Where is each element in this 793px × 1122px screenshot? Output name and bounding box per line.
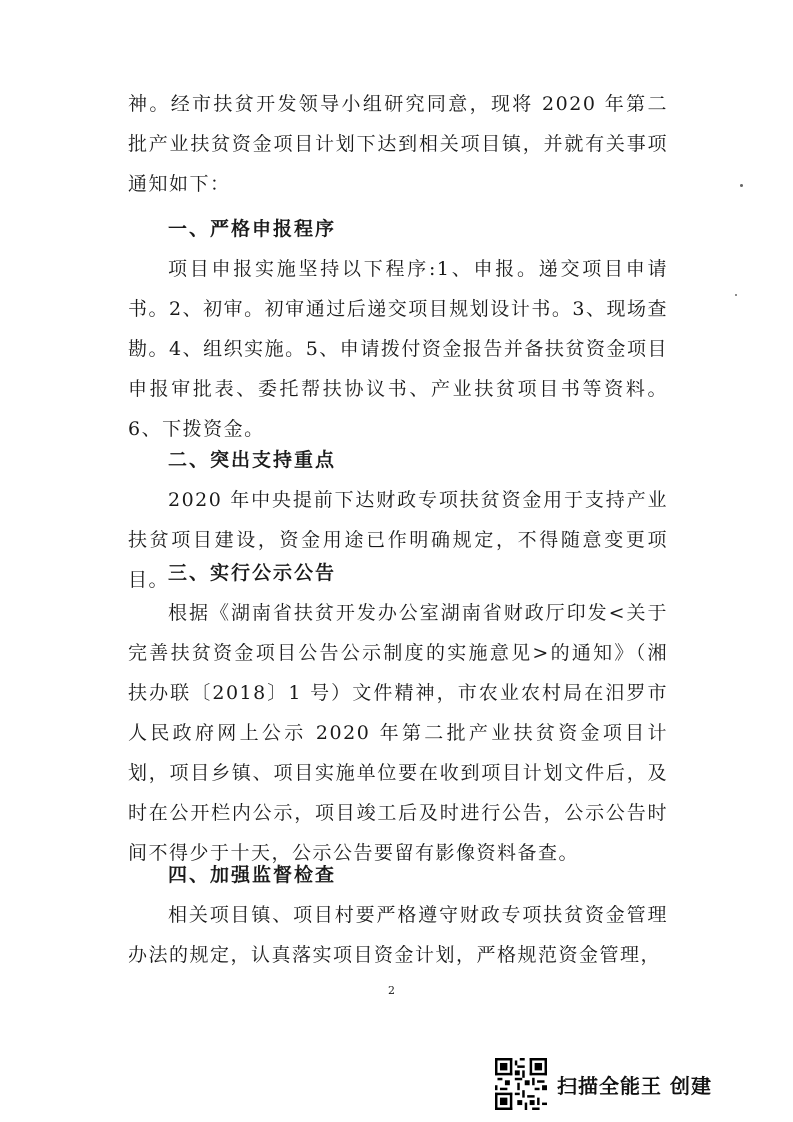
scan-speck [740,184,743,187]
section-body-2: 2020 年中央提前下达财政专项扶贫资金用于支持产业扶贫项目建设，资金用途已作明确规定，不得随意变更项目。 [128,489,668,591]
scanner-label: 扫描全能王 创建 [557,1073,712,1098]
section-heading-4: 四、加强监督检查 [168,864,337,886]
section-heading-2: 二、突出支持重点 [168,449,337,471]
scan-speck [735,294,737,296]
page-number: 2 [388,984,395,997]
qr-code-icon [495,1058,547,1110]
section-body-4: 相关项目镇、项目村要严格遵守财政专项扶贫资金管理办法的规定，认真落实项目资金计划，严格规范资金管理， [128,904,668,966]
section-heading-1: 一、严格申报程序 [168,218,337,240]
intro-paragraph: 神。经市扶贫开发领导小组研究同意，现将 2020 年第二批产业扶贫资金项目计划下达到相关项目镇，并就有关事项通知如下： [128,93,668,195]
section-body-1: 项目申报实施坚持以下程序:1、申报。递交项目申请书。2、初审。初审通过后递交项目规划设计书。3、现场查勘。4、组织实施。5、申请拨付资金报告并备扶贫资金项目申报审批表、委托帮扶协议书、产业扶贫项目书等资料。6、下拨资金。 [128,258,668,440]
section-body-3: 根据《湖南省扶贫开发办公室湖南省财政厅印发<关于完善扶贫资金项目公告公示制度的实施意见>的通知》（湘扶办联〔2018〕1 号）文件精神，市农业农村局在汨罗市人民政府网上公示 2020 年第二批产业扶贫资金项目计划，项目乡镇、项目实施单位要在收到项目计划文件后，及时在公开栏内公示，项目竣工后及时进行公告，公示公告时间不得少于十天，公示公告要留有影像资料备查。 [128,602,668,864]
section-heading-3: 三、实行公示公告 [168,562,337,584]
scanner-watermark [495,1058,712,1110]
